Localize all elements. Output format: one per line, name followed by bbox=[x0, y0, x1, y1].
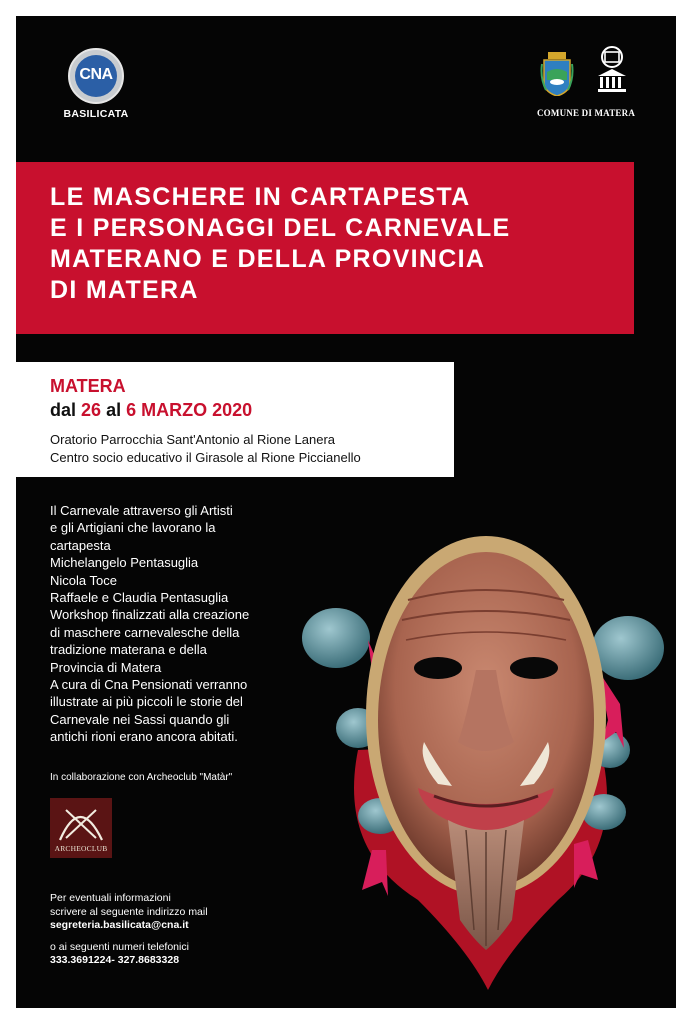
body-line: antichi rioni erano ancora abitati. bbox=[50, 729, 238, 745]
cna-logo bbox=[62, 48, 130, 120]
body-line: Workshop finalizzati alla creazione bbox=[50, 607, 250, 623]
body-line: Il Carnevale attraverso gli Artisti bbox=[50, 503, 233, 518]
body-text bbox=[50, 502, 330, 746]
body-line: tradizione materana e della bbox=[50, 642, 207, 658]
body-line: A cura di Cna Pensionati verranno bbox=[50, 677, 248, 693]
contact-email[interactable]: segreteria.basilicata@cna.it bbox=[50, 919, 189, 931]
cna-emblem-icon bbox=[68, 48, 124, 104]
contact-phones: 333.3691224- 327.8683328 bbox=[50, 954, 180, 966]
body-line: Nicola Toce bbox=[50, 572, 117, 588]
carnival-mask-image bbox=[298, 520, 674, 992]
dates-dal: dal bbox=[50, 400, 77, 420]
archeoclub-logo bbox=[50, 798, 112, 858]
body-line: di maschere carnevalesche della bbox=[50, 624, 240, 640]
info-box bbox=[16, 362, 454, 477]
collaboration-note: In collaborazione con Archeoclub "Matàr" bbox=[50, 772, 233, 783]
dates-start: 26 bbox=[81, 400, 102, 420]
contact-line: scrivere al seguente indirizzo mail bbox=[50, 905, 208, 918]
archeoclub-label: ARCHEOCLUB bbox=[54, 844, 108, 853]
body-line: Carnevale nei Sassi quando gli bbox=[50, 711, 230, 727]
archeoclub-emblem-icon bbox=[50, 798, 112, 846]
info-dates bbox=[50, 400, 252, 421]
info-city: MATERA bbox=[50, 376, 126, 396]
contact-info bbox=[50, 892, 208, 968]
contact-line: Per eventuali informazioni bbox=[50, 892, 171, 904]
event-title: LE MASCHERE IN CARTAPESTA E I PERSONAGGI DEL CARNEVALE MATERANO E DELLA PROVINCIA DI MATERA bbox=[50, 183, 511, 304]
info-locations bbox=[50, 431, 361, 467]
body-line: cartapesta bbox=[50, 537, 111, 553]
contact-line: o ai seguenti numeri telefonici bbox=[50, 940, 189, 953]
dates-end: 6 MARZO 2020 bbox=[126, 400, 253, 420]
unesco-icon bbox=[594, 46, 630, 96]
body-line: illustrate ai più piccoli le storie del bbox=[50, 694, 243, 710]
matera-crest-icon bbox=[540, 52, 574, 96]
body-line: Michelangelo Pentasuglia bbox=[50, 555, 199, 571]
dates-al: al bbox=[106, 400, 122, 420]
location-2: Centro socio educativo il Girasole al Rione Piccianello bbox=[50, 450, 361, 465]
title-band bbox=[16, 162, 634, 334]
body-line: Provincia di Matera bbox=[50, 659, 162, 675]
body-line: Raffaele e Claudia Pentasuglia bbox=[50, 590, 229, 606]
location-1: Oratorio Parrocchia Sant'Antonio al Rione Lanera bbox=[50, 432, 336, 447]
comune-label: COMUNE DI MATERA bbox=[536, 108, 636, 118]
body-line: e gli Artigiani che lavorano la bbox=[50, 520, 216, 536]
cna-mark: CNA bbox=[79, 66, 113, 83]
comune-di-matera-logo bbox=[536, 46, 636, 118]
poster bbox=[16, 16, 676, 1008]
cna-label: BASILICATA bbox=[63, 108, 129, 120]
